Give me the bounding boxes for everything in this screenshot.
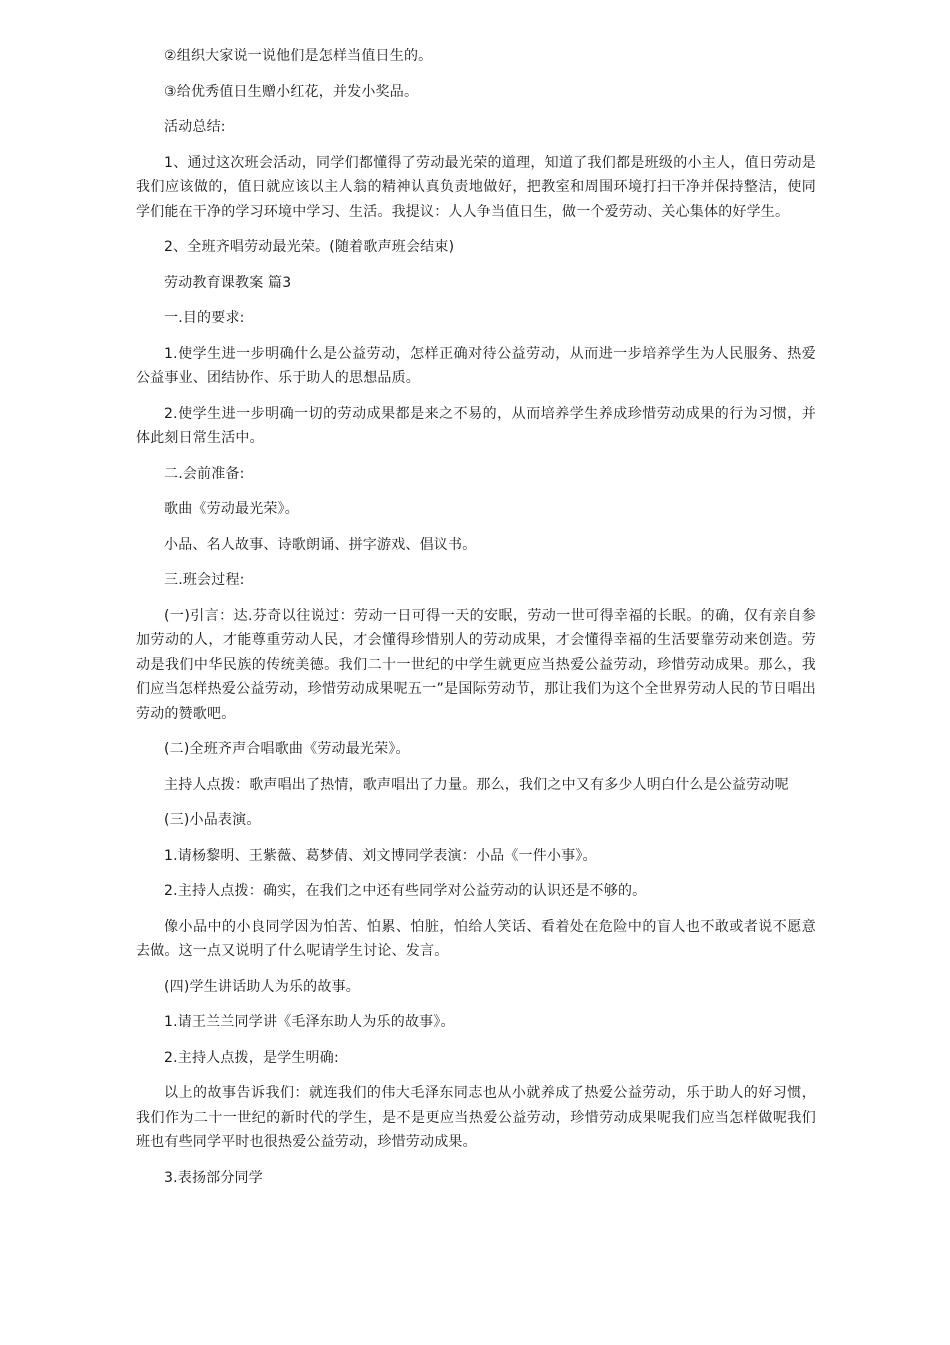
paragraph: 活动总结: [164,119,226,135]
paragraph: 3.表扬部分同学 [164,1169,263,1186]
paragraph: 像小品中的小良同学因为怕苦、怕累、怕脏，怕给人笑话、看着处在危险中的盲人也不敢或者说不愿意去做。这一点又说明了什么呢请学生讨论、发言。 [136,918,816,959]
paragraph: (二)全班齐声合唱歌曲《劳动最光荣》。 [164,741,410,757]
paragraph: 2、全班齐唱劳动最光荣。(随着歌声班会结束) [164,239,455,255]
paragraph: 一.目的要求: [164,310,245,326]
paragraph: 1.请王兰兰同学讲《毛泽东助人为乐的故事》。 [164,1014,455,1030]
paragraph: 以上的故事告诉我们：就连我们的伟大毛泽东同志也从小就养成了热爱公益劳动，乐于助人的好习惯，我们作为二十一世纪的新时代的学生，是不是更应当热爱公益劳动，珍惜劳动成果呢我们应当怎样做呢我们班也有些同学平时也很热爱公益劳动，珍惜劳动成果。 [136,1085,816,1150]
paragraph: 2.使学生进一步明确一切的劳动成果都是来之不易的，从而培养学生养成珍惜劳动成果的行为习惯，并体此刻日常生活中。 [136,405,816,446]
paragraph: ③给优秀值日生赠小红花，并发小奖品。 [164,83,419,100]
paragraph: 小品、名人故事、诗歌朗诵、拼字游戏、倡议书。 [164,536,477,553]
paragraph: (三)小品表演。 [164,812,261,828]
document-page [136,44,816,1190]
paragraph: 三.班会过程: [164,572,245,588]
paragraph: 1.使学生进一步明确什么是公益劳动，怎样正确对待公益劳动，从而进一步培养学生为人民服务、热爱公益事业、团结协作、乐于助人的思想品质。 [136,345,816,386]
paragraph: (一)引言：达.芬奇以往说过：劳动一日可得一天的安眠，劳动一世可得幸福的长眠。的确，仅有亲自参加劳动的人，才能尊重劳动人民，才会懂得珍惜别人的劳动成果，才会懂得幸福的生活要靠劳动来创造。劳动是我们中华民族的传统美德。我们二十一世纪的中学生就更应当热爱公益劳动，珍惜劳动成果。那么，我们应当怎样热爱公益劳动，珍惜劳动成果呢五一”是国际劳动节，那让我们为这个全世界劳动人民的节日唱出劳动的赞歌吧。 [136,607,816,722]
paragraph: 2.主持人点拨：确实，在我们之中还有些同学对公益劳动的认识还是不够的。 [164,883,647,899]
paragraph: 主持人点拨：歌声唱出了热情，歌声唱出了力量。那么，我们之中又有多少人明白什么是公益劳动呢 [164,776,789,793]
paragraph: 二.会前准备: [164,465,245,482]
paragraph: (四)学生讲话助人为乐的故事。 [164,978,360,995]
paragraph: 2.主持人点拨，是学生明确: [164,1049,339,1066]
paragraph: 1.请杨黎明、王紫薇、葛梦倩、刘文博同学表演：小品《一件小事》。 [164,847,597,864]
paragraph: 1、通过这次班会活动，同学们都懂得了劳动最光荣的道理，知道了我们都是班级的小主人，值日劳动是我们应该做的，值日就应该以主人翁的精神认真负责地做好，把教室和周围环境打扫干净并保持整洁，使同学们能在干净的学习环境中学习、生活。我提议：人人争当值日生，做一个爱劳动、关心集体的好学生。 [136,154,816,220]
section-heading: 劳动教育课教案 篇3 [164,274,292,291]
paragraph: ②组织大家说一说他们是怎样当值日生的。 [164,48,433,64]
paragraph: 歌曲《劳动最光荣》。 [164,501,299,517]
